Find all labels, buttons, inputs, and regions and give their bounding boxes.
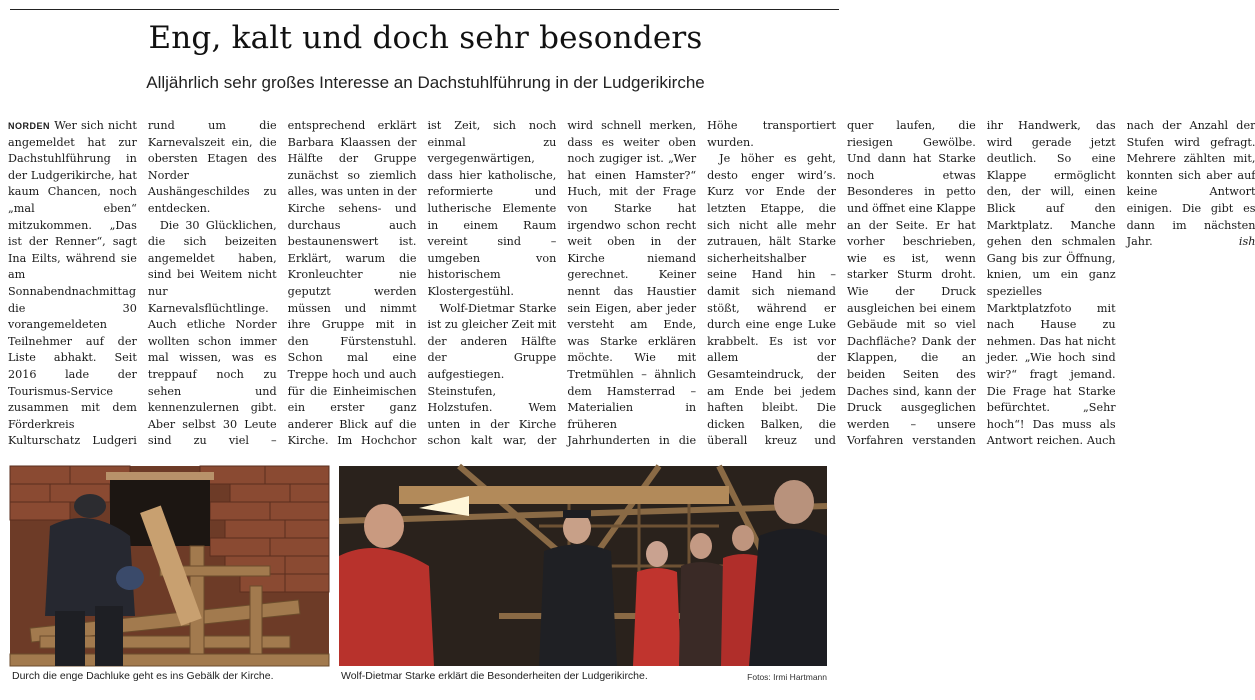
dateline: NORDEN [8,121,51,131]
photo-group [339,466,827,666]
caption-left: Durch die enge Dachluke geht es ins Gebälk der Kirche. [12,670,274,682]
caption-right: Wolf-Dietmar Starke erklärt die Besonderheiten der Ludgerikirche. [341,670,648,682]
photo-group-illustration [339,466,827,666]
photo-credit: Fotos: Irmi Hartmann [747,672,827,682]
top-rule [10,9,839,10]
paragraph-4 [707,118,1255,458]
subheadline: Alljährlich sehr großes Interesse an Dachstuhlführung in der Ludgerikirche [146,73,705,92]
paragraph-1-text: Wer sich nicht angemeldet hat zur Dachstuhlführung in der Ludgerikirche, hat kaum Chancen, noch „mal eben“ mitzukommen. „Das ist der Renner“, sagt Ina Eilts, während sie am Sonnabendnachmittag die 30 vorangemeldeten Teilnehmer auf der Liste abhakt. Seit 2016 lade der Tourismus-Service zusammen mit dem Förderkreis Kulturschatz Ludgeri rund um die Karnevalszeit ein, die obersten Etagen des Norder Aushängeschildes zu entdecken. [8,119,277,448]
photo-hatch [10,466,329,666]
paragraph-2: Die 30 Glücklichen, die sich beizeiten angemeldet haben, sind bei Weitem nicht nur Karnevalsflüchtlinge. Auch etliche Norder wollten schon immer mal wissen, was es treppauf noch zu sehen und kennenzulernen gibt. Aber selbst 30 Leute sind zu viel – entsprechend erklärt Barbara Klaassen der Hälfte der Gruppe zunächst so ziemlich alles, was unten in der Kirche sehens- und durchaus auch bestaunenswert ist. Erklärt, warum die Kronleuchter nie geputzt werden müssen und nimmt ihre Gruppe mit in den Fürstenstuhl. Schon mal eine Treppe hoch und auch für die Einheimischen ein erster ganz anderer Blick auf die Kirche. Im Hochchor ist Zeit, sich noch einmal zu vergegenwärtigen, dass hier katholische, reformierte und lutherische Elemente in einem Raum vereint sind – umgeben von historischem Klostergestühl. [147,119,557,448]
author-signature: ish [1238,235,1255,249]
paragraph-4-text: Je höher es geht, desto enger wird’s. Kurz vor Ende der letzten Etappe, die sich nicht alle mehr zutrauen, hält Starke sicherheitshalber seine Hand hin – damit sich niemand stößt, während er durch eine enge Luke krabbelt. Es ist vor allem der Gesamteindruck, der am Ende bei jedem haften bleibt. Die dicken Balken, die überall kreuz und quer laufen, die riesigen Gewölbe. Und dann hat Starke noch etwas Besonderes in petto und öffnet eine Klappe an der Seite. Er hat vorher beschrieben, wie es ist, wenn starker Sturm droht. Wie der Druck ausgleichen bei einem Gebäude mit so viel Dachfläche? Dank der Klappen, die an beiden Seiten des Daches sind, kann der Druck ausgeglichen werden – unsere Vorfahren verstanden ihr Handwerk, das wird gerade jetzt deutlich. So eine Klappe ermöglicht den, der will, einen Blick auf den Marktplatz. Manche gehen den schmalen Gang bis zur Öffnung, knien, um ein ganz spezielles Marktplatzfoto mit nach Hause zu nehmen. Das hat nicht jeder. „Wie hoch sind wir?“ fragt jemand. Die Frage hat Starke befürchtet. „Sehr hoch“! Das muss als Antwort reichen. Auch nach der Anzahl der Stufen wird gefragt. Mehrere zählten mit, konnten sich aber auf keine Antwort einigen. Die gibt es dann im nächsten Jahr. [707,119,1255,448]
paragraph-3: Wolf-Dietmar Starke ist zu gleicher Zeit mit der anderen Hälfte der Gruppe aufgestiegen. Steinstufen, Holzstufen. Wem unten in der Kirche schon kalt war, der wird schnell merken, dass es weiter oben noch zugiger ist. „Wer hat einen Hamster?“ Huch, mit der Frage von Starke hat irgendwo schon recht weit oben in der Kirche niemand gerechnet. Keiner nennt das Haustier sein Eigen, aber jeder versteht am Ende, was Starke erklären möchte. Wie mit Tretmühlen – ähnlich dem Hamsterrad – Materialien in früheren Jahrhunderten in die Höhe transportiert wurden. [427,119,836,448]
headline: Eng, kalt und doch sehr besonders [148,20,703,56]
photo-hatch-illustration [10,466,329,666]
article-body [8,118,1255,458]
